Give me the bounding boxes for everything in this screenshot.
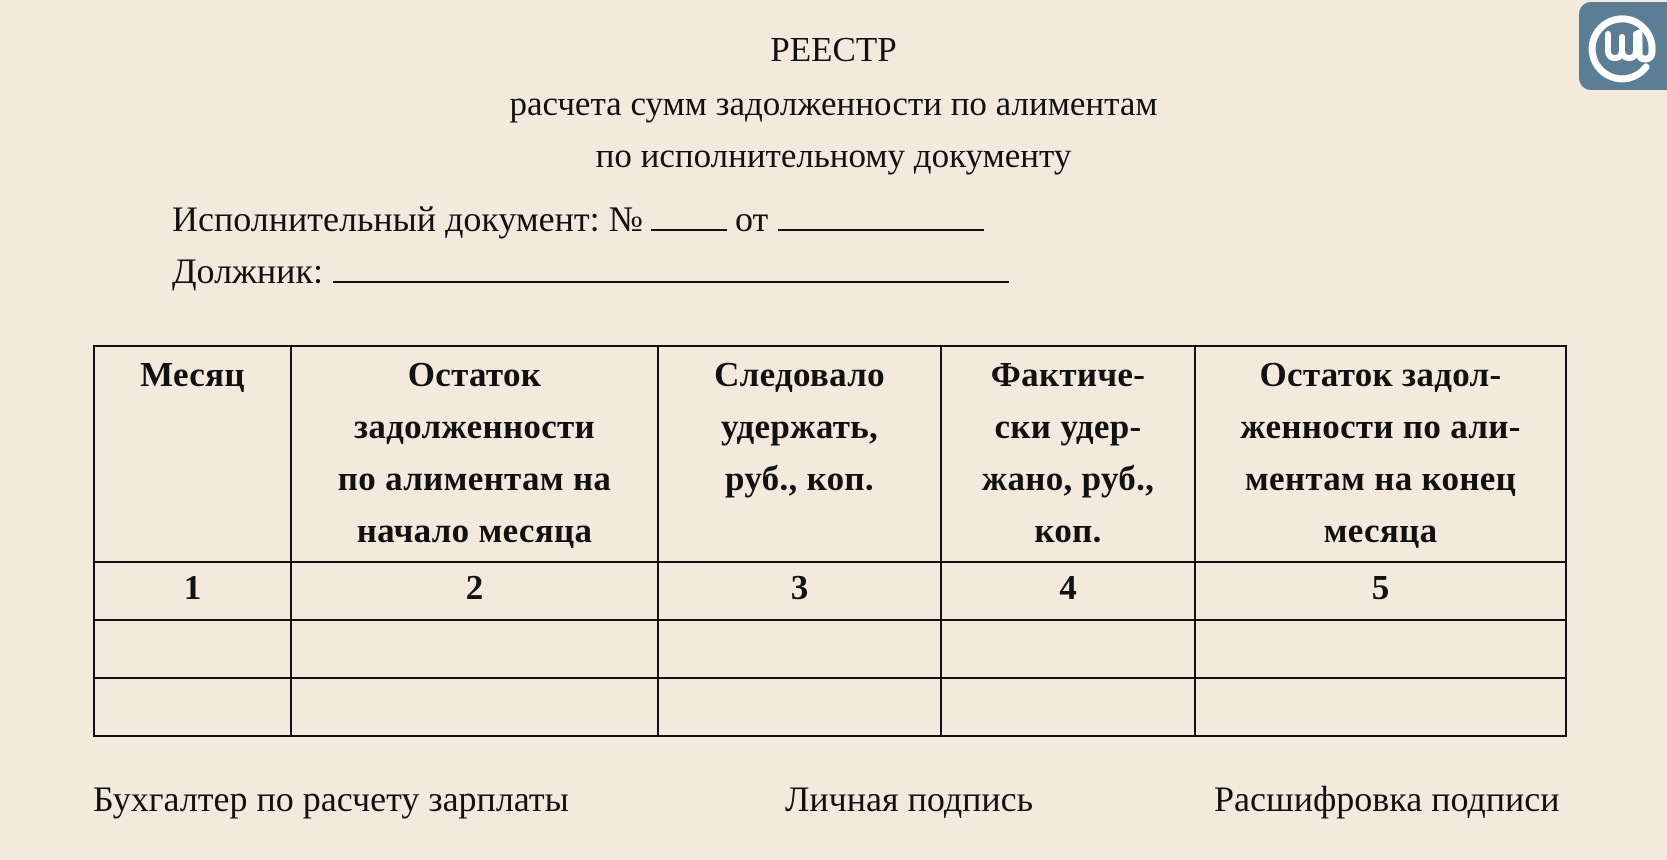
column-header-withheld: Фактиче- ски удер- жано, руб., коп. (941, 346, 1195, 562)
table-cell[interactable] (658, 620, 941, 678)
table-cell[interactable] (1195, 620, 1566, 678)
document-subtitle-line-1: расчета сумм задолженности по алиментам (509, 84, 1158, 123)
debtor-field (172, 250, 1009, 292)
accountant-role-label: Бухгалтер по расчету зарплаты (93, 779, 569, 819)
executive-document-label: Исполнительный документ: № (172, 199, 644, 239)
alimony-debt-registry-table (93, 345, 1567, 737)
column-number: 5 (1195, 562, 1566, 620)
document-title: РЕЕСТР (770, 30, 897, 69)
table-cell[interactable] (94, 620, 291, 678)
debtor-name-blank[interactable] (333, 251, 1009, 283)
column-header-debt-start: Остаток задолженности по алиментам на начало месяца (291, 346, 658, 562)
document-subtitle-line-2: по исполнительному документу (595, 136, 1072, 175)
table-cell[interactable] (1195, 678, 1566, 736)
table-cell[interactable] (941, 678, 1195, 736)
column-header-month: Месяц (94, 346, 291, 562)
executive-document-field (172, 198, 984, 240)
table-header-row (94, 346, 1566, 562)
column-number-row (94, 562, 1566, 620)
personal-signature-label: Личная подпись (785, 779, 1034, 819)
table-row (94, 678, 1566, 736)
table-cell[interactable] (941, 620, 1195, 678)
signature-decoding-label: Расшифровка подписи (1214, 779, 1560, 819)
column-number: 4 (941, 562, 1195, 620)
document-date-blank[interactable] (778, 199, 984, 231)
column-number: 2 (291, 562, 658, 620)
debtor-label: Должник: (172, 251, 323, 291)
table-cell[interactable] (291, 678, 658, 736)
table-cell[interactable] (291, 620, 658, 678)
document-date-label: от (735, 199, 769, 239)
column-number: 3 (658, 562, 941, 620)
column-header-debt-end: Остаток задол- женности по али- ментам на конец месяца (1195, 346, 1566, 562)
table-cell[interactable] (94, 678, 291, 736)
column-header-due: Следовало удержать, руб., коп. (658, 346, 941, 562)
document-number-blank[interactable] (651, 199, 727, 231)
table-cell[interactable] (658, 678, 941, 736)
table-row (94, 620, 1566, 678)
column-number: 1 (94, 562, 291, 620)
